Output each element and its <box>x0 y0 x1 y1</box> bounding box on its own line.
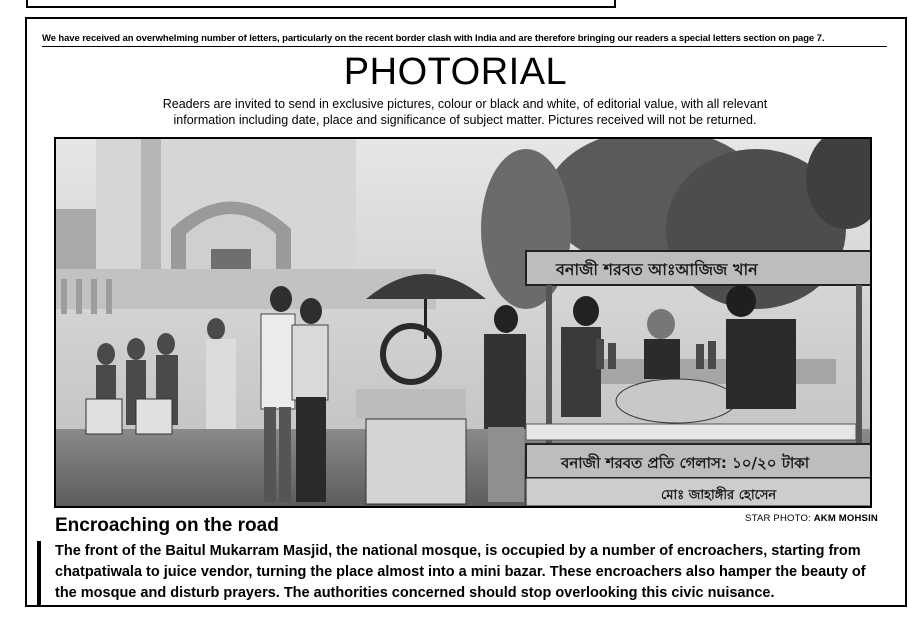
caption-accent-bar <box>37 541 41 605</box>
photo-credit <box>745 513 878 524</box>
credit-name: AKM MOHSIN <box>813 513 878 524</box>
photo-scene <box>56 139 870 506</box>
letters-notice: We have received an overwhelming number of letters, particularly on the recent border clash with India and are therefore bringing our readers a special letters section on page 7. <box>42 33 825 44</box>
news-photo <box>54 137 872 508</box>
sign-owner: মোঃ জাহাঙ্গীর হোসেন <box>661 488 777 503</box>
notice-rule <box>42 46 887 47</box>
intro-text: Readers are invited to send in exclusive pictures, colour or black and white, of editorial value, with all relevant information including date, place and significance of subject matter. Pictures received will not be returned. <box>162 97 768 127</box>
credit-prefix: STAR PHOTO: <box>745 513 814 524</box>
section-title: PHOTORIAL <box>343 51 568 93</box>
sign-bottom: বনাজী শরবত প্রতি গেলাস: ১০/২০ টাকা <box>561 454 810 472</box>
photo-caption: The front of the Baitul Mukarram Masjid, the national mosque, is occupied by a number of encroachers, starting from chatpatiwala to juice vendor, turning the place almost into a mini bazar. These encroachers also hamper the beauty of the mosque and disturb prayers. The authorities concerned should stop overlooking this civic nuisance. <box>55 543 866 601</box>
photo-headline: Encroaching on the road <box>55 515 279 536</box>
previous-article-box <box>26 0 616 8</box>
sign-top: বনাজী শরবত আঃআজিজ খান <box>556 260 758 279</box>
